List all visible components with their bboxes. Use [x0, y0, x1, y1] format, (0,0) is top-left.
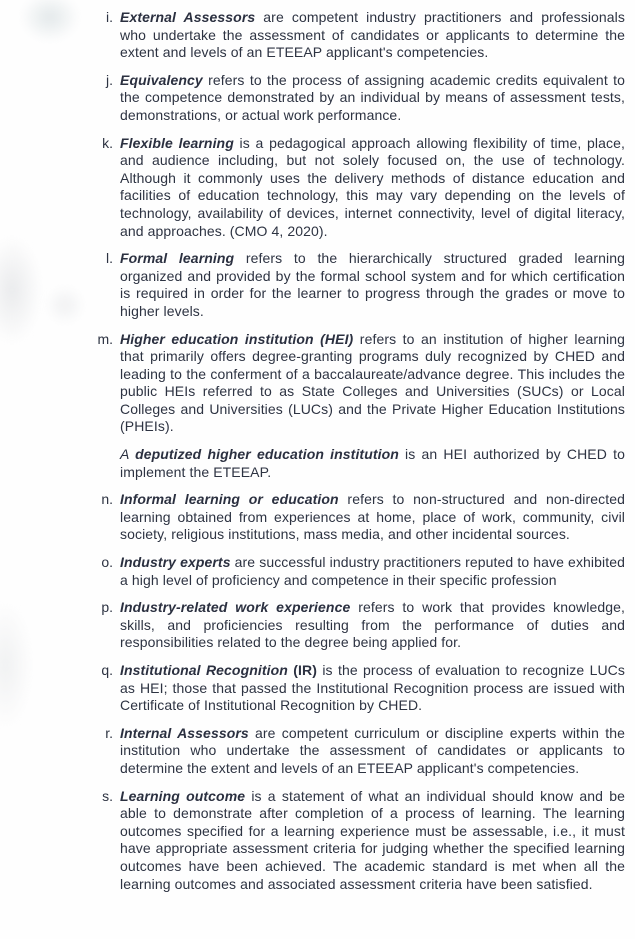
list-marker — [97, 446, 113, 481]
definition-term: Industry-related work experience — [120, 599, 351, 616]
definition-item — [97, 554, 625, 589]
definition-text — [120, 554, 625, 589]
list-marker: p. — [101, 599, 113, 616]
definition-text — [120, 72, 625, 125]
list-marker: i. — [106, 9, 113, 25]
definition-body-text: is the process of evaluation to recognize LUCs as HEI; those that passed the Institutional Recognition process are issued with Certificate of Institutional Recognition by CHED. — [120, 662, 625, 714]
definition-body-text: is a pedagogical approach allowing flexibility of time, place, and audience including, but not solely focused on, the use of technology. Although it commonly uses the delivery methods of distance education and facilities of education technology, this may vary depending on the levels of technology, availability of devices, internet connectivity, level of digital literacy, and approaches. (CMO 4, 2020). — [120, 134, 626, 239]
definition-body-text: is an HEI authorized by CHED to implement the ETEEAP. — [120, 446, 625, 480]
definition-item — [97, 662, 625, 715]
definition-text — [120, 599, 625, 652]
definition-item — [97, 72, 625, 125]
definition-item — [97, 135, 625, 241]
lead-italic-text: A — [120, 446, 136, 463]
definition-text — [120, 725, 625, 778]
definition-text — [120, 250, 625, 320]
definition-body-text: are successful industry practitioners reputed to have exhibited a high level of proficiency and competence in their specific profession — [120, 554, 625, 588]
definition-term: Industry experts — [120, 554, 231, 571]
definition-body-text: are competent curriculum or discipline experts within the institution who undertake the assessment of candidates or applicants to determine the extent and levels of an ETEEAP applicant's competencies. — [120, 724, 625, 776]
definition-body-text: refers to work that provides knowledge, skills, and proficiencies resulting from the performance of duties and responsibilities related to the degree being applied for. — [120, 599, 625, 651]
definition-text — [120, 331, 625, 437]
list-marker: k. — [102, 134, 113, 151]
definition-text — [120, 135, 625, 241]
definition-item — [97, 725, 625, 778]
definition-term: Institutional Recognition — [120, 662, 288, 678]
list-marker: q. — [101, 662, 113, 678]
definition-text — [120, 446, 625, 481]
definition-body-text: refers to non-structured and non-directed learning obtained from experiences at home, place of work, community, civil society, religious institutions, mass media, and other incidental sources. — [120, 491, 625, 543]
definition-body-text: refers to the hierarchically structured graded learning organized and provided by the formal school system and for which certification is required in order for the learner to progress through the grades or move to higher levels. — [120, 250, 625, 319]
definition-term: Internal Assessors — [120, 724, 249, 741]
definition-body-text: are competent industry practitioners and professionals who undertake the assessment of candidates or applicants to determine the extent and levels of an ETEEAP applicant's competencies. — [120, 9, 625, 61]
definition-item — [97, 250, 625, 320]
definition-term: Higher education institution (HEI) — [120, 330, 354, 347]
definition-term: Equivalency — [120, 71, 203, 88]
list-marker: j. — [106, 71, 113, 88]
definition-body-text: refers to an institution of higher learning that primarily offers degree-granting programs duly recognized by CHED and leading to the conferment of a baccalaureate/advance degree. This includes the public HEIs referred to as State Colleges and Universities (SUCs) or Local Colleges and Universities (LUCs) and the Private Higher Education Institutions (PHEIs). — [120, 330, 625, 435]
definition-body-text: is a statement of what an individual should know and be able to demonstrate after completion of a process of learning. The learning outcomes specified for a learning experience must be assessable, i.e., it must have appropriate assessment criteria for judging whether the specified learning outcomes have been achieved. The academic standard is met when all the learning outcomes and associated assessment criteria have been satisfied. — [120, 787, 625, 892]
definition-item — [97, 491, 625, 544]
definition-term: Learning outcome — [120, 787, 246, 804]
list-marker: s. — [102, 787, 113, 804]
list-marker: o. — [101, 554, 113, 571]
definition-text — [120, 788, 625, 894]
definition-item — [97, 788, 625, 894]
definition-text — [120, 662, 625, 715]
list-marker: n. — [101, 491, 113, 508]
definition-term: Formal learning — [120, 250, 235, 267]
list-marker: m. — [97, 330, 113, 347]
definition-term: Informal learning or education — [120, 491, 339, 508]
definition-term: External Assessors — [120, 9, 256, 25]
list-marker: l. — [106, 250, 113, 267]
definition-term: deputized higher education institution — [135, 446, 399, 463]
list-marker: r. — [105, 724, 113, 741]
definition-item — [97, 446, 625, 481]
definition-item — [97, 9, 625, 62]
definition-text — [120, 9, 625, 62]
definition-item — [97, 599, 625, 652]
definition-text — [120, 491, 625, 544]
definition-item — [97, 331, 625, 437]
definition-body-text: refers to the process of assigning academic credits equivalent to the competence demonstrated by an individual by means of assessment tests, demonstrations, or actual work performance. — [120, 71, 625, 123]
definition-term: Flexible learning — [120, 134, 234, 151]
definition-term-abbreviation: (IR) — [287, 662, 317, 678]
